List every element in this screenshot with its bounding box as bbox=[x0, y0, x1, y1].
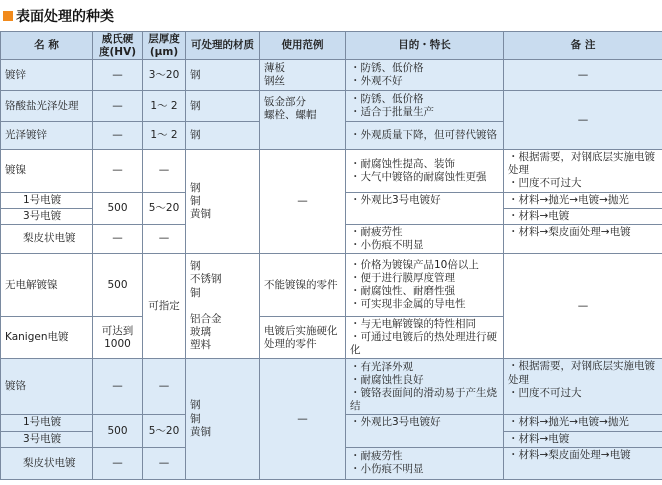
cell-purpose bbox=[346, 150, 504, 192]
cell-material: 钢 不锈钢 铜 铝合金 玻璃 塑料 bbox=[186, 254, 260, 359]
cell-name: 梨皮状电镀 bbox=[1, 224, 93, 253]
cell-name: Kanigen电镀 bbox=[1, 317, 93, 359]
purpose-line: ・耐疲劳性 bbox=[350, 225, 403, 238]
purpose-line: ・外观不好 bbox=[350, 75, 403, 88]
purpose-line: ・适合于批量生产 bbox=[350, 106, 434, 119]
cell-scope: 不能镀镍的零件 bbox=[260, 254, 346, 317]
table-row bbox=[1, 254, 662, 317]
cell-hv: — bbox=[93, 122, 143, 150]
note-line: ・凹度不可过大 bbox=[508, 177, 582, 190]
cell-notes: ・材料→梨皮面处理→电镀 bbox=[504, 224, 662, 253]
note-line: ・凹度不可过大 bbox=[508, 386, 582, 399]
cell-hv: — bbox=[93, 359, 143, 415]
cell-name: 无电解镀镍 bbox=[1, 254, 93, 317]
purpose-line: ・可实现非金属的导电性 bbox=[350, 298, 466, 311]
cell-scope: — bbox=[260, 359, 346, 479]
cell-notes: ・材料→梨皮面处理→电镀 bbox=[504, 447, 662, 479]
cell-name: 镀锌 bbox=[1, 60, 93, 91]
cell-name: 镀铬 bbox=[1, 359, 93, 415]
header-hardness: 威氏硬度(HV) bbox=[93, 32, 143, 60]
purpose-line: ・防锈、低价格 bbox=[350, 93, 424, 106]
purpose-line: ・防锈、低价格 bbox=[350, 62, 424, 75]
cell-hv: — bbox=[93, 224, 143, 253]
cell-purpose bbox=[346, 60, 504, 91]
cell-thickness: 1～ 2 bbox=[143, 91, 186, 122]
cell-name: 镀镍 bbox=[1, 150, 93, 192]
cell-notes: ・材料→抛光→电镀→抛光 bbox=[504, 192, 662, 208]
cell-purpose: ・外观比3号电镀好 bbox=[346, 415, 504, 447]
section-title bbox=[3, 5, 114, 27]
purpose-line: ・小伤痕不明显 bbox=[350, 238, 424, 251]
purpose-line: ・便于进行膜厚度管理 bbox=[350, 271, 455, 284]
cell-purpose bbox=[346, 447, 504, 479]
cell-purpose bbox=[346, 317, 504, 359]
cell-hv: — bbox=[93, 60, 143, 91]
cell-hv: 500 bbox=[93, 415, 143, 447]
purpose-line: ・耐腐蚀性提高、装饰 bbox=[350, 157, 455, 170]
purpose-line: ・耐疲劳性 bbox=[350, 450, 403, 463]
surface-treatment-table bbox=[0, 31, 662, 480]
orange-square-icon bbox=[3, 11, 13, 21]
table-row bbox=[1, 150, 662, 192]
cell-notes: ・材料→电镀 bbox=[504, 208, 662, 224]
cell-scope: 电镀后实施硬化处理的零件 bbox=[260, 317, 346, 359]
cell-hv: 500 bbox=[93, 192, 143, 224]
cell-hv: 500 bbox=[93, 254, 143, 317]
cell-thickness: 5～20 bbox=[143, 192, 186, 224]
header-notes: 备 注 bbox=[504, 32, 662, 60]
cell-notes: — bbox=[504, 60, 662, 91]
cell-notes bbox=[504, 150, 662, 192]
header-purpose: 目的・特长 bbox=[346, 32, 504, 60]
cell-material: 钢 铜 黄铜 bbox=[186, 150, 260, 254]
cell-material: 钢 bbox=[186, 91, 260, 122]
cell-thickness: — bbox=[143, 447, 186, 479]
table-row bbox=[1, 91, 662, 122]
purpose-line: ・价格为镀镍产品10倍以上 bbox=[350, 258, 479, 271]
cell-hv: — bbox=[93, 447, 143, 479]
header-material: 可处理的材质 bbox=[186, 32, 260, 60]
cell-thickness: 3～20 bbox=[143, 60, 186, 91]
cell-material: 钢 铜 黄铜 bbox=[186, 359, 260, 479]
cell-name: 1号电镀 bbox=[1, 415, 93, 431]
cell-notes: — bbox=[504, 91, 662, 150]
cell-name: 3号电镀 bbox=[1, 208, 93, 224]
cell-scope: — bbox=[260, 150, 346, 254]
cell-purpose bbox=[346, 91, 504, 122]
cell-material: 钢 bbox=[186, 60, 260, 91]
purpose-line: ・镀铬表面间的滑动易于产生烧结 bbox=[350, 386, 497, 413]
section-title-text: 表面处理的种类 bbox=[16, 9, 114, 25]
header-scope: 使用范例 bbox=[260, 32, 346, 60]
cell-notes: — bbox=[504, 254, 662, 359]
cell-name: 1号电镀 bbox=[1, 192, 93, 208]
note-line: ・根据需要，对钢底层实施电镀处理 bbox=[508, 360, 655, 386]
table-row bbox=[1, 60, 662, 91]
cell-hv: — bbox=[93, 91, 143, 122]
cell-hv: — bbox=[93, 150, 143, 192]
cell-thickness: 5～20 bbox=[143, 415, 186, 447]
purpose-line: ・大气中镀铬的耐腐蚀性更强 bbox=[350, 170, 487, 183]
purpose-line: ・可通过电镀后的热处理进行硬化 bbox=[350, 331, 497, 357]
cell-scope: 钣金部分 螺栓、螺帽 bbox=[260, 91, 346, 150]
purpose-line: ・耐腐蚀性良好 bbox=[350, 373, 424, 386]
purpose-line: ・耐腐蚀性、耐磨性强 bbox=[350, 285, 455, 298]
cell-notes: ・材料→电镀 bbox=[504, 431, 662, 447]
purpose-line: ・与无电解镀镍的特性相同 bbox=[350, 318, 476, 331]
cell-thickness: — bbox=[143, 359, 186, 415]
cell-purpose bbox=[346, 224, 504, 253]
cell-name: 3号电镀 bbox=[1, 431, 93, 447]
cell-notes bbox=[504, 359, 662, 415]
cell-notes: ・材料→抛光→电镀→抛光 bbox=[504, 415, 662, 431]
cell-purpose: ・外观比3号电镀好 bbox=[346, 192, 504, 224]
table-row bbox=[1, 359, 662, 415]
header-name: 名 称 bbox=[1, 32, 93, 60]
cell-purpose bbox=[346, 359, 504, 415]
header-thickness: 层厚度(μm) bbox=[143, 32, 186, 60]
cell-name: 铬酸盐光泽处理 bbox=[1, 91, 93, 122]
cell-hv: 可达到 1000 bbox=[93, 317, 143, 359]
cell-thickness: 1～ 2 bbox=[143, 122, 186, 150]
purpose-line: ・小伤痕不明显 bbox=[350, 463, 424, 476]
cell-purpose bbox=[346, 254, 504, 317]
cell-purpose: ・外观质量下降，但可替代镀铬 bbox=[346, 122, 504, 150]
cell-thickness: — bbox=[143, 224, 186, 253]
cell-thickness: — bbox=[143, 150, 186, 192]
cell-name: 梨皮状电镀 bbox=[1, 447, 93, 479]
purpose-line: ・有光泽外观 bbox=[350, 360, 413, 373]
note-line: ・根据需要，对钢底层实施电镀处理 bbox=[508, 151, 655, 177]
cell-thickness: 可指定 bbox=[143, 254, 186, 359]
surface-treatment-table-wrap bbox=[0, 31, 662, 485]
cell-name: 光泽镀锌 bbox=[1, 122, 93, 150]
header-row bbox=[1, 32, 662, 60]
cell-scope: 薄板 钢丝 bbox=[260, 60, 346, 91]
cell-material: 钢 bbox=[186, 122, 260, 150]
